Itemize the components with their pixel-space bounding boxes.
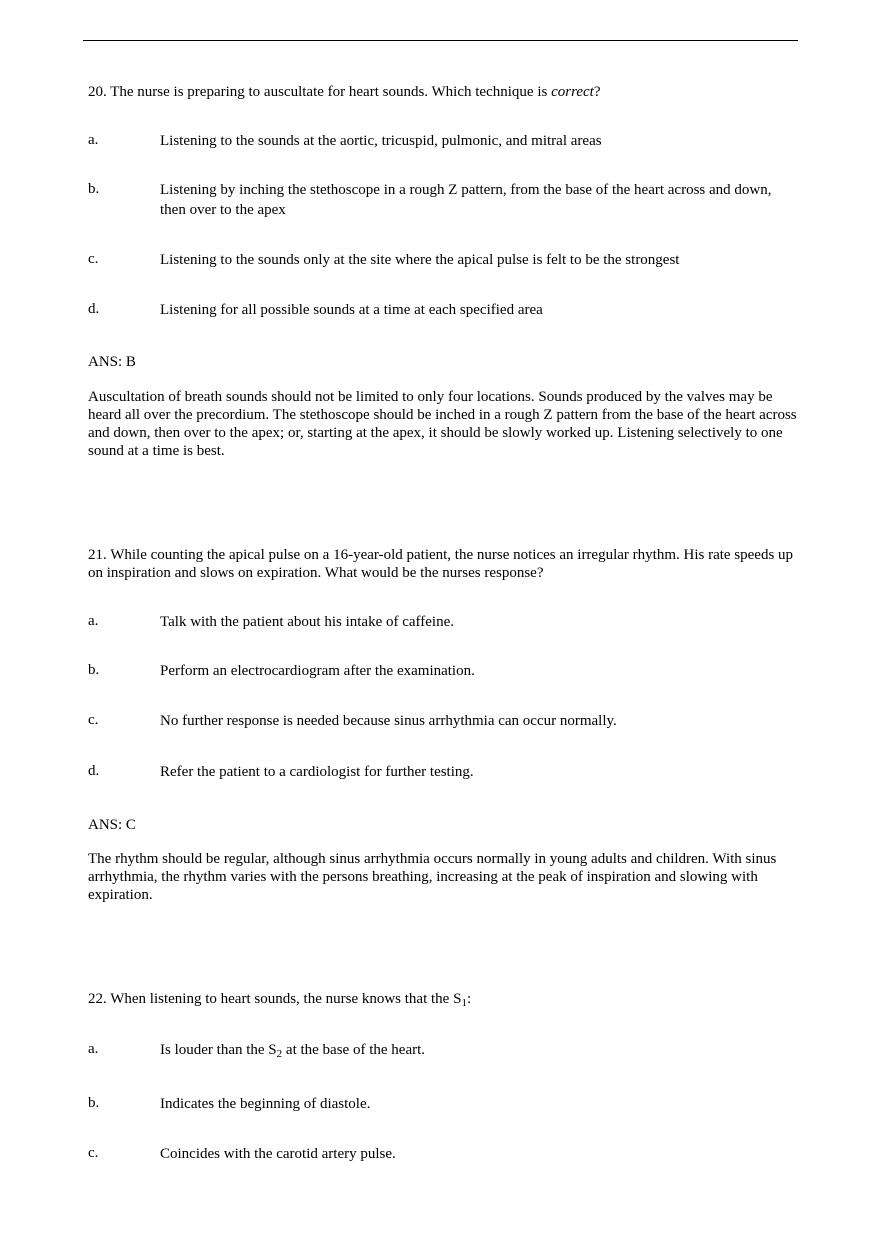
question-22-stem: 22. When listening to heart sounds, the nurse knows that the $S_1$: (88, 991, 472, 1009)
q21-answer: ANS: C (88, 817, 136, 833)
q21-option-d-text: Refer the patient to a cardiologist for further testing. (160, 764, 474, 780)
q21-option-d-letter: d. (88, 763, 100, 779)
header-rule (83, 40, 798, 41)
q22-option-a-letter: a. (88, 1041, 99, 1057)
q22-option-b-text: Indicates the beginning of diastole. (160, 1096, 371, 1112)
q20-option-d-text: Listening for all possible sounds at a time at each specified area (160, 302, 543, 318)
q20-option-b-letter: b. (88, 181, 100, 197)
q21-option-c-text: No further response is needed because sinus arrhythmia can occur normally. (160, 713, 617, 729)
q21-option-a-letter: a. (88, 613, 99, 629)
q22-option-a-text: Is louder than the $S_2$ at the base of the heart. (160, 1042, 426, 1060)
q22-option-c-text: Coincides with the carotid artery pulse. (160, 1146, 396, 1162)
q21-option-b-text: Perform an electrocardiogram after the examination. (160, 663, 475, 679)
q22-option-b-letter: b. (88, 1095, 100, 1111)
q20-option-d-letter: d. (88, 301, 100, 317)
q20-option-c-letter: c. (88, 251, 99, 267)
q21-option-a-text: Talk with the patient about his intake of caffeine. (160, 614, 454, 630)
q20-option-c-text: Listening to the sounds only at the site where the apical pulse is felt to be the strongest (160, 252, 680, 268)
q20-option-b-text: Listening by inching the stethoscope in a rough Z pattern, from the base of the heart across and down, then over to the apex (160, 182, 772, 218)
q21-option-b-letter: b. (88, 662, 100, 678)
q20-option-a-text: Listening to the sounds at the aortic, tricuspid, pulmonic, and mitral areas (160, 133, 602, 149)
q22-option-c-letter: c. (88, 1145, 99, 1161)
q20-answer: ANS: B (88, 354, 136, 370)
q20-option-a-letter: a. (88, 132, 99, 148)
q21-rationale: The rhythm should be regular, although sinus arrhythmia occurs normally in young adults and children. With sinus arrhythmia, the rhythm varies with the persons breathing, increasing at the peak of inspiration and slowing with expiration. (88, 851, 777, 903)
q20-rationale: Auscultation of breath sounds should not be limited to only four locations. Sounds produced by the valves may be heard all over the precordium. The stethoscope should be inched in a rough Z pattern from the base of the heart across and down, then over to the apex; or, starting at the apex, it should be slowly worked up. Listening selectively to one sound at a time is best. (88, 389, 797, 459)
q21-option-c-letter: c. (88, 712, 99, 728)
question-21-stem: 21. While counting the apical pulse on a 16-year-old patient, the nurse notices an irregular rhythm. His rate speeds up on inspiration and slows on expiration. What would be the nurses response? (88, 547, 794, 581)
question-20-stem: 20. The nurse is preparing to auscultate for heart sounds. Which technique is correct? (88, 84, 601, 100)
